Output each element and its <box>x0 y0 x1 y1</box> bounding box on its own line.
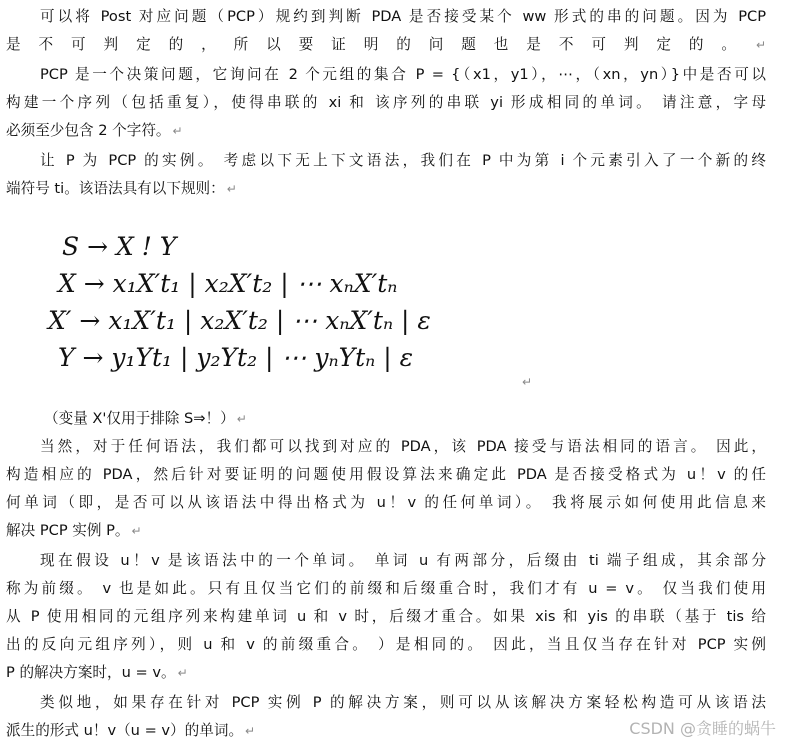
line-text: 必须至少包含 2 个字符。 <box>6 122 171 139</box>
line-text: 可以将 Post 对应问题（PCP）规约到判断 PDA 是否接受某个 ww 形式的串的问题。因为 PCP <box>40 8 766 25</box>
text-line <box>40 148 766 174</box>
paragraph-mark-icon: ↵ <box>236 412 247 426</box>
line-text: 是不可判定的，所以要证明的问题也是不可判定的。 <box>6 36 754 53</box>
grammar-rule: S → X ! Y <box>62 232 177 261</box>
text-line <box>40 4 766 30</box>
paragraph-mark-icon: ↵ <box>755 38 766 52</box>
paragraph-mark-icon: ↵ <box>245 724 256 738</box>
line-text: 称为前缀。 v 也是如此。只有且仅当它们的前缀和后缀重合时，我们才有 u = v。 仅当我们使用 <box>6 580 766 597</box>
line-text: P 的解决方案时，u = v。 <box>6 664 176 681</box>
text-line <box>6 660 766 686</box>
text-line <box>40 434 766 460</box>
text-line <box>40 62 766 88</box>
text-line <box>6 90 766 116</box>
paragraph-mark-icon: ↵ <box>177 666 188 680</box>
line-text: 类似地，如果存在针对 PCP 实例 P 的解决方案，则可以从该解决方案轻松构造可从该语法 <box>40 694 766 711</box>
text-line <box>44 406 788 432</box>
paragraph-mark-icon: ↵ <box>226 182 237 196</box>
line-text: 何单词（即，是否可以从该语法中得出格式为 u！v 的任何单词）。 我将展示如何使用此信息来 <box>6 494 766 511</box>
line-text: 当然，对于任何语法，我们都可以找到对应的 PDA，该 PDA 接受与语法相同的语言。 因此， <box>40 438 766 455</box>
line-text: （变量 X'仅用于排除 S⇒！） <box>44 410 235 427</box>
text-line <box>6 32 766 58</box>
text-line <box>6 118 766 144</box>
text-line <box>6 632 766 658</box>
line-text: PCP 是一个决策问题，它询问在 2 个元组的集合 P = {（x1，y1），⋯，（xn，yn）}中是否可以 <box>40 66 766 83</box>
line-text: 解决 PCP 实例 P。 <box>6 522 130 539</box>
text-line <box>6 176 766 202</box>
text-line <box>40 690 766 716</box>
grammar-rules <box>48 228 518 376</box>
line-text: 构建一个序列（包括重复），使得串联的 xi 和 该序列的串联 yi 形成相同的单词。 请注意，字母 <box>6 94 766 111</box>
text-line <box>6 576 766 602</box>
line-text: 端符号 ti。该语法具有以下规则： <box>6 180 225 197</box>
paragraph-mark-icon: ↵ <box>172 124 183 138</box>
text-line <box>6 490 766 516</box>
text-line <box>6 604 766 630</box>
line-text: 派生的形式 u！v（u = v）的单词。 <box>6 722 244 739</box>
grammar-rule: X → x₁X′t₁ | x₂X′t₂ | ⋯ xₙX′tₙ <box>58 269 398 298</box>
text-line <box>6 518 766 544</box>
text-line <box>40 548 766 574</box>
grammar-rule: Y → y₁Yt₁ | y₂Yt₂ | ⋯ yₙYtₙ | ε <box>58 343 414 372</box>
line-text: 从 P 使用相同的元组序列来构建单词 u 和 v 时，后缀才重合。如果 xis 和 yis 的串联（基于 tis 给 <box>6 608 766 625</box>
grammar-rule: X′ → x₁X′t₁ | x₂X′t₂ | ⋯ xₙX′tₙ | ε <box>48 306 431 335</box>
line-text: 构造相应的 PDA，然后针对要证明的问题使用假设算法来确定此 PDA 是否接受格式为 u！v 的任 <box>6 466 766 483</box>
line-text: 出的反向元组序列），则 u 和 v 的前缀重合。 ）是相同的。 因此，当且仅当存在针对 PCP 实例 <box>6 636 766 653</box>
watermark: CSDN @贪睡的蜗牛 <box>629 719 776 738</box>
paragraph-mark-icon: ↵ <box>131 524 142 538</box>
paragraph-mark-icon: ↵ <box>522 375 533 389</box>
text-line <box>6 462 766 488</box>
line-text: 现在假设 u！v 是该语法中的一个单词。 单词 u 有两部分，后缀由 ti 端子组成，其余部分 <box>40 552 766 569</box>
line-text: 让 P 为 PCP 的实例。 考虑以下无上下文语法，我们在 P 中为第 i 个元素引入了一个新的终 <box>40 152 766 169</box>
